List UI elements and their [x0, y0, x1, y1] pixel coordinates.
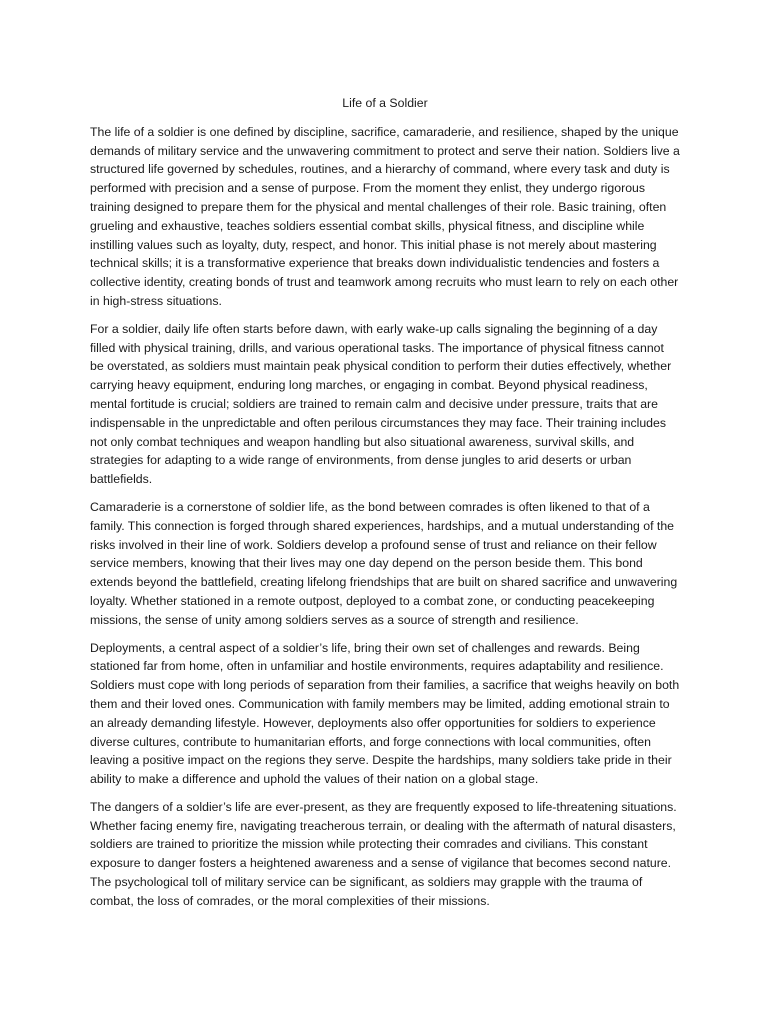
document-title: Life of a Soldier: [342, 96, 428, 110]
paragraph-5: The dangers of a soldier’s life are ever-present, as they are frequently exposed to life-threatening situations. Whether facing enemy fire, navigating treacherous terrain, or dealing with the aftermath of natural disasters, soldiers are trained to prioritize the mission while protecting their comrades and civilians. This constant exposure to danger fosters a heightened awareness and a sense of vigilance that becomes second nature. The psychological toll of military service can be significant, as soldiers may grapple with the trauma of combat, the loss of comrades, or the moral complexities of their missions.: [90, 799, 677, 908]
paragraph-1: The life of a soldier is one defined by discipline, sacrifice, camaraderie, and resilience, shaped by the unique demands of military service and the unwavering commitment to protect and serve their nation. Soldiers live a structured life governed by schedules, routines, and a hierarchy of command, where every task and duty is performed with precision and a sense of purpose. From the moment they enlist, they undergo rigorous training designed to prepare them for the physical and mental challenges of their role. Basic training, often grueling and exhaustive, teaches soldiers essential combat skills, physical fitness, and discipline while instilling values such as loyalty, duty, respect, and honor. This initial phase is not merely about mastering technical skills; it is a transformative experience that breaks down individualistic tendencies and fosters a collective identity, creating bonds of trust and teamwork among recruits who must learn to rely on each other in high-stress situations.: [90, 124, 680, 308]
paragraph-2: For a soldier, daily life often starts before dawn, with early wake-up calls signaling the beginning of a day filled with physical training, drills, and various operational tasks. The importance of physical fitness cannot be overstated, as soldiers must maintain peak physical condition to perform their duties effectively, whether carrying heavy equipment, enduring long marches, or engaging in combat. Beyond physical readiness, mental fortitude is crucial; soldiers are trained to remain calm and decisive under pressure, traits that are indispensable in the unpredictable and often perilous circumstances they may face. Their training includes not only combat techniques and weapon handling but also situational awareness, survival skills, and strategies for adapting to a wide range of environments, from dense jungles to arid deserts or urban battlefields.: [90, 321, 672, 487]
paragraph-3: Camaraderie is a cornerstone of soldier life, as the bond between comrades is often likened to that of a family. This connection is forged through shared experiences, hardships, and a mutual understanding of the risks involved in their line of work. Soldiers develop a profound sense of trust and reliance on their fellow service members, knowing that their lives may one day depend on the person beside them. This bond extends beyond the battlefield, creating lifelong friendships that are built on shared sacrifice and unwavering loyalty. Whether stationed in a remote outpost, deployed to a combat zone, or conducting peacekeeping missions, the sense of unity among soldiers serves as a source of strength and resilience.: [90, 499, 678, 627]
paragraph-4: Deployments, a central aspect of a soldier’s life, bring their own set of challenges and rewards. Being stationed far from home, often in unfamiliar and hostile environments, requires adaptability and resilience. Soldiers must cope with long periods of separation from their families, a sacrifice that weighs heavily on both them and their loved ones. Communication with family members may be limited, adding emotional strain to an already demanding lifestyle. However, deployments also offer opportunities for soldiers to experience diverse cultures, contribute to humanitarian efforts, and forge connections with local communities, often leaving a positive impact on the regions they serve. Despite the hardships, many soldiers take pride in their ability to make a difference and uphold the values of their nation on a global stage.: [90, 640, 680, 787]
document-page: [90, 94, 680, 920]
